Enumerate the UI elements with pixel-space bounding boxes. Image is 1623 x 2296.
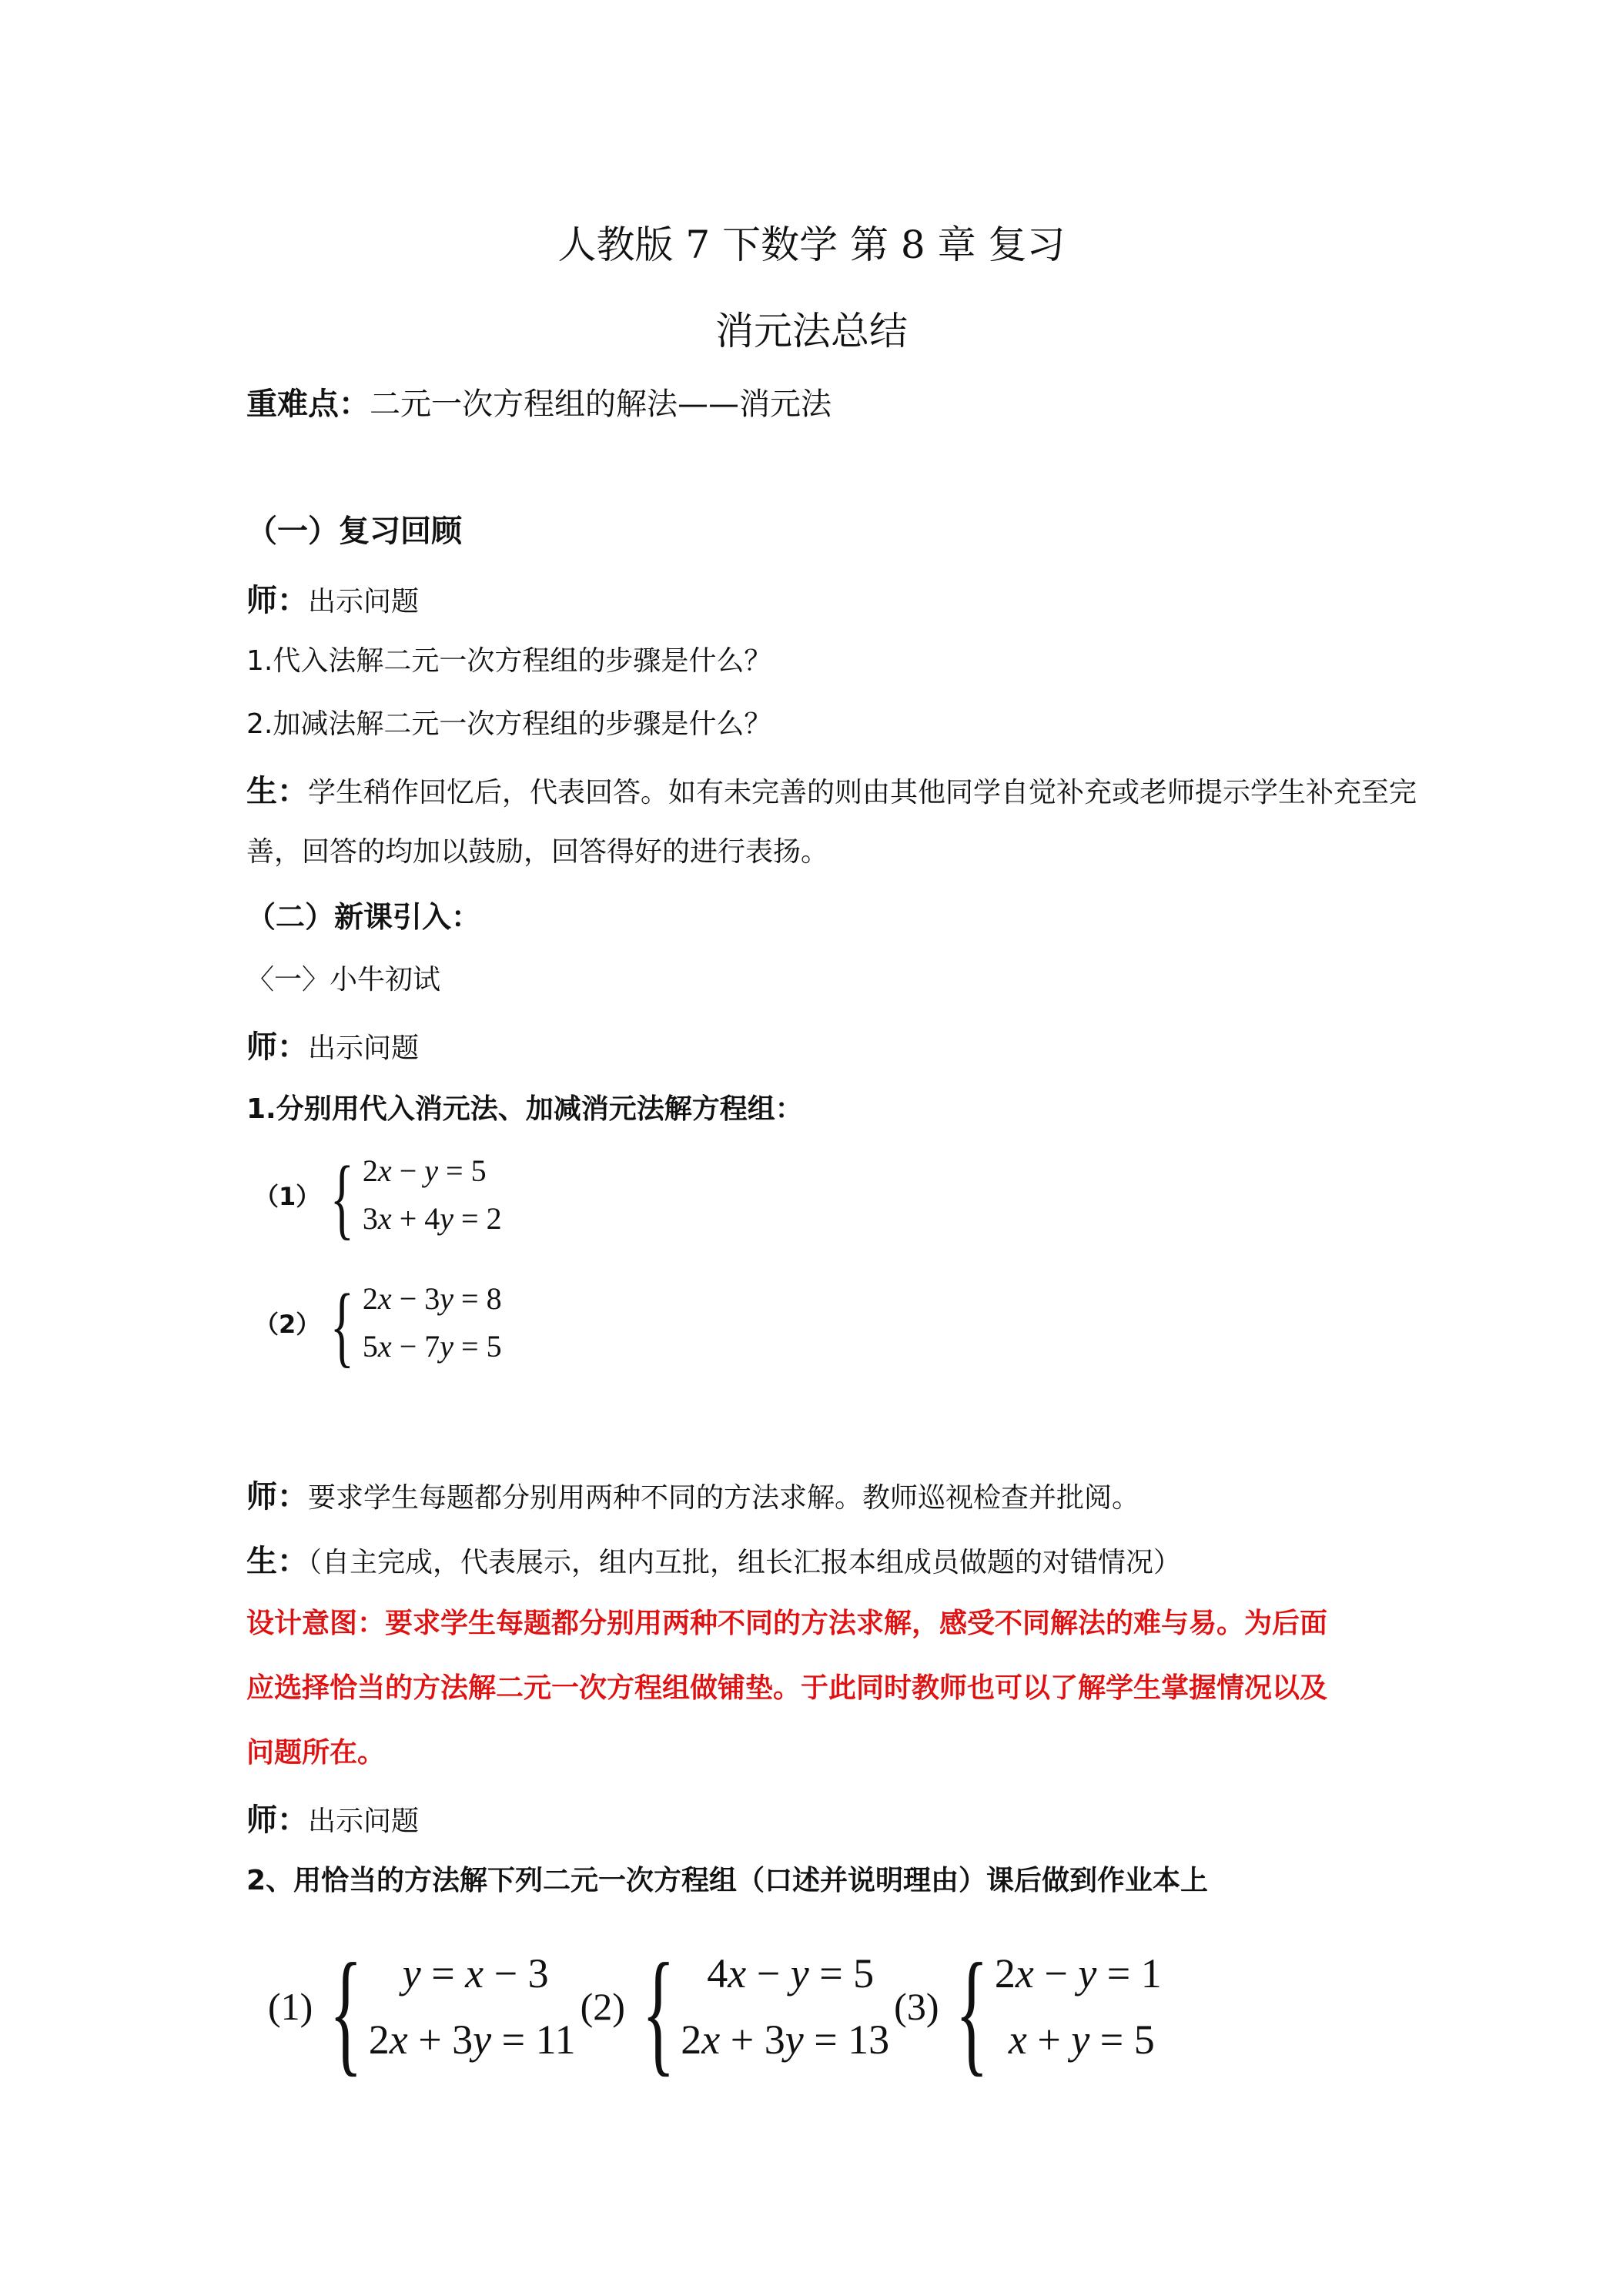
left-brace-icon: { bbox=[641, 1935, 675, 2088]
big-system-2-label: (2) bbox=[580, 1985, 625, 2028]
section1-heading: （一）复习回顾 bbox=[246, 514, 462, 549]
section2-teacher bbox=[246, 1022, 419, 1066]
teacher-label: 师： bbox=[246, 1029, 308, 1065]
teacher-text: 出示问题 bbox=[308, 586, 420, 618]
student-text-line1: 学生稍作回忆后，代表回答。如有未完善的则由其他同学自觉补充或老师提示学生补充至完 bbox=[308, 777, 1417, 808]
key-points-label: 重难点： bbox=[246, 387, 370, 422]
big-system-2-equation-1: 4x − y = 5 bbox=[707, 1950, 875, 1996]
key-points-text: 二元一次方程组的解法——消元法 bbox=[370, 387, 832, 422]
left-brace-icon: { bbox=[329, 1935, 363, 2088]
design-intent-line2: 应选择恰当的方法解二元一次方程组做铺垫。于此同时教师也可以了解学生掌握情况以及 bbox=[246, 1672, 1328, 1704]
teacher-label: 师： bbox=[246, 583, 308, 618]
design-intent-line1: 设计意图：要求学生每题都分别用两种不同的方法求解，感受不同解法的难与易。为后面 bbox=[246, 1608, 1328, 1639]
design-intent-line3: 问题所在。 bbox=[246, 1737, 386, 1769]
student-text-line2: 善，回答的均加以鼓励，回答得好的进行表扬。 bbox=[246, 836, 829, 868]
system1-equation-2: 3x + 4y = 2 bbox=[362, 1201, 502, 1236]
teacher-label: 师： bbox=[246, 1479, 308, 1514]
key-points bbox=[246, 380, 832, 423]
big-system-1-equation-1: y = x − 3 bbox=[402, 1950, 549, 1996]
left-brace-icon: { bbox=[330, 1275, 355, 1376]
section2-heading: （二）新课引入： bbox=[246, 900, 481, 934]
student-activity bbox=[246, 1537, 1181, 1581]
big-system-1-equation-2: 2x + 3y = 11 bbox=[368, 2017, 576, 2063]
equation-system-1 bbox=[254, 1147, 502, 1248]
teacher-label: 师： bbox=[246, 1802, 308, 1838]
big-system-3-label: (3) bbox=[894, 1985, 939, 2028]
task-2: 2、用恰当的方法解下列二元一次方程组（口述并说明理由）课后做到作业本上 bbox=[246, 1865, 1209, 1896]
big-system-3-equation-1: 2x − y = 1 bbox=[994, 1950, 1162, 1996]
system2-equation-1: 2x − 3y = 8 bbox=[362, 1281, 502, 1316]
teacher-text: 出示问题 bbox=[308, 1806, 420, 1837]
question-1: 1.代入法解二元一次方程组的步骤是什么？ bbox=[246, 645, 772, 677]
left-brace-icon: { bbox=[330, 1147, 355, 1248]
section1-teacher bbox=[246, 576, 419, 620]
big-system-1-label: (1) bbox=[268, 1985, 313, 2028]
system-label: （2） bbox=[254, 1310, 321, 1339]
section2-subheading: 〈一〉小牛初试 bbox=[246, 964, 441, 996]
section1-student bbox=[246, 767, 1417, 811]
student-text: （自主完成，代表展示，组内互批，组长汇报本组成员做题的对错情况） bbox=[308, 1547, 1182, 1578]
big-equation-systems bbox=[268, 1935, 1162, 2088]
page-subtitle: 消元法总结 bbox=[715, 309, 908, 353]
student-label: 生： bbox=[246, 774, 308, 809]
teacher-text: 要求学生每题都分别用两种不同的方法求解。教师巡视检查并批阅。 bbox=[308, 1482, 1140, 1514]
teacher-text: 出示问题 bbox=[308, 1033, 420, 1064]
system-label: （1） bbox=[254, 1182, 321, 1211]
question-2: 2.加减法解二元一次方程组的步骤是什么？ bbox=[246, 708, 772, 740]
equation-system-2 bbox=[254, 1275, 502, 1376]
teacher-instruction bbox=[246, 1472, 1139, 1516]
left-brace-icon: { bbox=[955, 1935, 989, 2088]
page-title: 人教版 7 下数学 第 8 章 复习 bbox=[557, 223, 1066, 267]
section2-teacher-3 bbox=[246, 1796, 419, 1839]
task-1: 1.分别用代入消元法、加减消元法解方程组： bbox=[246, 1093, 803, 1125]
big-system-2-equation-2: 2x + 3y = 13 bbox=[681, 2017, 890, 2063]
student-label: 生： bbox=[246, 1544, 308, 1579]
system2-equation-2: 5x − 7y = 5 bbox=[362, 1329, 502, 1364]
system1-equation-1: 2x − y = 5 bbox=[362, 1153, 487, 1188]
big-system-3-equation-2: x + y = 5 bbox=[1008, 2017, 1155, 2063]
